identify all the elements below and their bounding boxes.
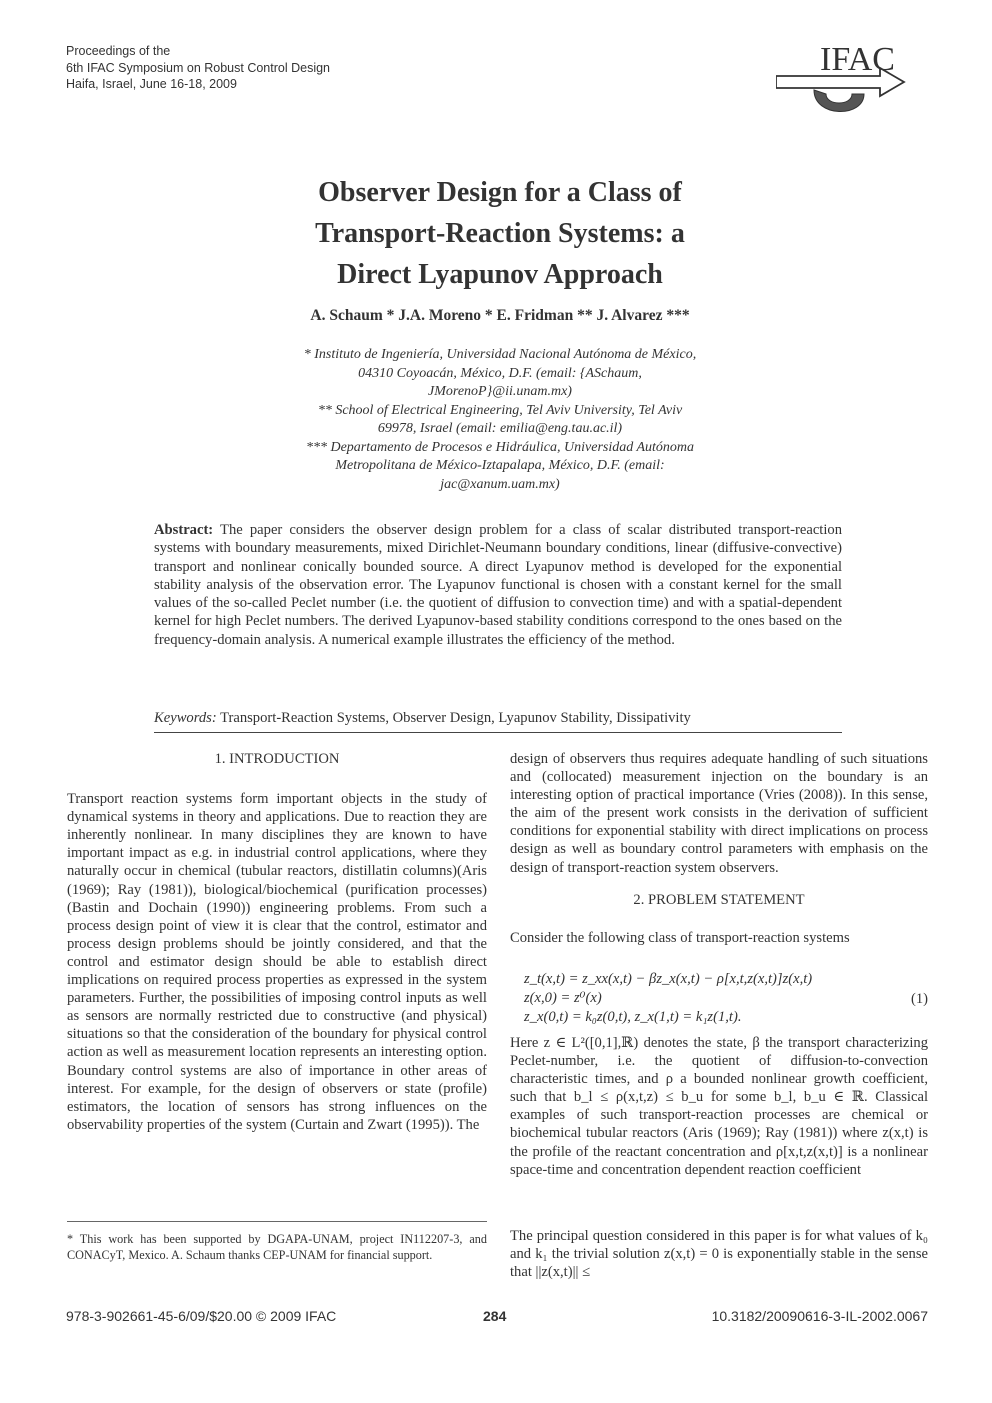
ifac-logo <box>776 40 908 126</box>
equation-line: z(x,0) = z⁰(x) <box>524 990 602 1006</box>
abstract-label: Abstract: <box>154 522 214 538</box>
title-line-3: Direct Lyapunov Approach <box>337 259 663 290</box>
header-line-3: Haifa, Israel, June 16-18, 2009 <box>66 77 237 91</box>
principal-question-text: The principal question considered in this paper is for what values of k₀ and k₁ the trivial solution z(x,t) = 0 is exponentially stable in the sense that ||z(x,t)|| ≤ <box>510 1228 928 1281</box>
section-heading-introduction: 1. INTRODUCTION <box>214 751 340 767</box>
title-line-1: Observer Design for a Class of <box>318 177 682 208</box>
equation-line: z_x(0,t) = k₀z(0,t), z_x(1,t) = k₁z(1,t). <box>524 1009 742 1025</box>
affiliation-line: Metropolitana de México-Iztapalapa, México, D.F. (email: <box>335 458 665 473</box>
header-line-2: 6th IFAC Symposium on Robust Control Design <box>66 60 331 75</box>
title-line-2: Transport-Reaction Systems: a <box>315 218 685 249</box>
problem-lead: Consider the following class of transport-reaction systems <box>510 929 850 946</box>
keywords <box>154 709 842 727</box>
ifac-logo-text: IFAC <box>820 41 895 78</box>
affiliation-line: ** School of Electrical Engineering, Tel Aviv University, Tel Aviv <box>317 402 683 418</box>
introduction-text: Transport reaction systems form important objects in the study of dynamical systems in theory and applications. Due to reaction they are inherently nonlinear. In many disciplines they are known to have important impact as e.g. in industrial control applications, where they naturally occur in chemical (tubular reactors, distillatin columns)(Aris (1969); Ray (1981)), biological/biochemical (purification processes) (Bastin and Dochain (1990)) engineering problems. From such a process design point of view it is clear that the control, estimator and process design problems should be jointly considered, and that the control and estimator design should be able to establish direct implications on required process properties as expressed in the system parameters. Further, the possibilities of imposing control inputs as well as sensors are normally restricted due to constructive (and physical) situations so that the consideration of the boundary for physical control action as well as measurement location represents an interesting option. Boundary control systems are also of importance in other areas of interest. For example, for the design of observers or state (profile) estimators, the location of sensors has strong influences on the observability properties of the system (Curtain and Zwart (1995)). The <box>67 791 487 1133</box>
affiliation-line: 04310 Coyoacán, México, D.F. (email: {ASchaum, <box>358 365 642 381</box>
keywords-text: Transport-Reaction Systems, Observer Design, Lyapunov Stability, Dissipativity <box>220 710 691 726</box>
introduction-continued: design of observers thus requires adequate handling of such situations and (collocated) measurement injection on the boundary is an interesting option of practical importance (Vries (2008)). In this sense, the aim of the present work consists in the derivation of sufficient conditions for exponential stability with direct implications on process design as well as boundary control parameters with emphasis on the design of transport-reaction system observers. <box>510 751 928 876</box>
affiliation-line: JMorenoP}@ii.unam.mx) <box>428 384 572 399</box>
proceedings-header <box>66 43 330 93</box>
equation-line: z_t(x,t) = z_xx(x,t) − βz_x(x,t) − ρ[x,t,z(x,t)]z(x,t) <box>524 971 813 987</box>
problem-statement-text: Here z ∈ L²([0,1],ℝ) denotes the state, β the transport characterizing Peclet-number, i.e. the quotient of diffusion-to-convection characteristic times, and ρ a bounded nonlinear growth coefficient, such that b_l ≤ ρ(x,t,z) ≤ b_u for some b_l, b_u ∈ ℝ. Classical examples of such transport-reaction processes are chemical or biochemical tubular reactors (Aris (1969); Ray (1981)) where z(x,t) is the profile of the reactant concentration and ρ[x,t,z(x,t)] is a nonlinear space-time and concentration dependent reaction coefficient <box>510 1035 928 1178</box>
equation-number: (1) <box>910 991 928 1007</box>
section-heading-problem-statement: 2. PROBLEM STATEMENT <box>633 891 805 908</box>
abstract-text: The paper considers the observer design problem for a class of scalar distributed transport-reaction systems with boundary measurements, mixed Dirichlet-Neumann boundary conditions, linear (diffusive-convective) transport and nonlinear conically bounded source. A direct Lyapunov method is developed for the exponential stability analysis of the observation error. The Lyapunov functional is chosen with a constant kernel for the small values of the so-called Peclet number (i.e. the quotient of diffusion to convection time) and with a spatial-dependent kernel for high Peclet numbers. The derived Lyapunov-based stability conditions correspond to the ones based on the frequency-domain analysis. A numerical example illustrates the efficiency of the method. <box>154 522 842 648</box>
funding-footnote: * This work has been supported by DGAPA-UNAM, project IN112207-3, and CONACyT, Mexico. A. Schaum thanks CEP-UNAM for financial support. <box>67 1232 487 1262</box>
equation-1 <box>510 970 928 1030</box>
affiliation-line: jac@xanum.uam.mx) <box>440 476 560 492</box>
left-column <box>67 750 487 1134</box>
footer-isbn: 978-3-902661-45-6/09/$20.00 © 2009 IFAC <box>66 1308 337 1324</box>
page-number: 284 <box>483 1308 507 1324</box>
affiliation-line: * Instituto de Ingeniería, Universidad Nacional Autónoma de México, <box>303 347 697 362</box>
footnote-divider <box>67 1221 487 1222</box>
right-column <box>510 750 928 947</box>
paper-title <box>180 172 820 295</box>
affiliation-line: 69978, Israel (email: emilia@eng.tau.ac.il) <box>377 421 623 436</box>
abstract-divider <box>154 732 842 733</box>
author-list: A. Schaum * J.A. Moreno * E. Fridman ** J. Alvarez *** <box>310 307 690 324</box>
header-line-1: Proceedings of the <box>66 44 171 58</box>
affiliations <box>230 346 770 494</box>
keywords-label: Keywords: <box>154 710 217 726</box>
affiliation-line: *** Departamento de Procesos e Hidráulica, Universidad Autónoma <box>305 439 695 455</box>
footer-doi: 10.3182/20090616-3-IL-2002.0067 <box>711 1308 928 1324</box>
abstract <box>154 521 842 649</box>
